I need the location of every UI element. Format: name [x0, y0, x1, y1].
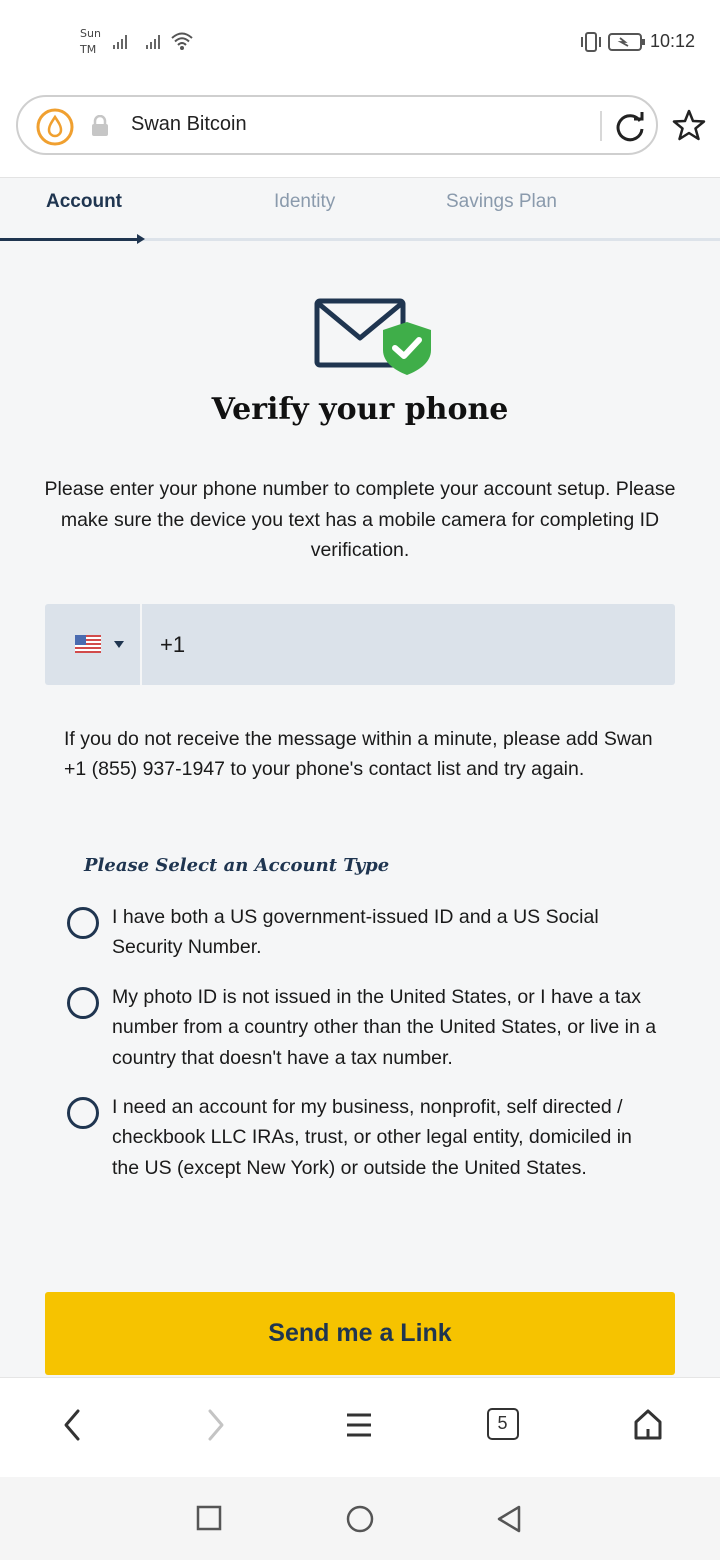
description-text: Please enter your phone number to complete your account setup. Please make sure the device you text has a mobile camera for completing ID verification. [44, 478, 676, 561]
tab-account[interactable]: Account [46, 191, 122, 212]
envelope-check-icon [314, 298, 434, 378]
browser-toolbar [0, 1377, 720, 1477]
clock: 10:12 [650, 31, 696, 51]
tab-identity[interactable]: Identity [274, 191, 336, 212]
signal-icon [145, 34, 165, 50]
tab-count: 5 [497, 1412, 508, 1433]
carrier-line-2: TM [80, 43, 97, 56]
url-title: Swan Bitcoin [131, 113, 247, 135]
progress-fill [0, 238, 140, 241]
back-triangle-icon[interactable] [496, 1505, 522, 1533]
forward-icon[interactable] [204, 1408, 228, 1442]
page-title: Verify your phone [211, 392, 509, 427]
star-icon[interactable] [672, 109, 706, 141]
vibrate-icon [580, 32, 602, 52]
reload-icon[interactable] [612, 109, 648, 145]
radio-button[interactable] [67, 987, 99, 1019]
status-bar [0, 0, 720, 80]
carrier-line-1: Sun [80, 27, 101, 40]
home-icon[interactable] [632, 1408, 664, 1442]
carrier-label [80, 26, 101, 58]
recents-icon[interactable] [196, 1505, 222, 1531]
phone-number-input[interactable] [148, 604, 668, 685]
country-code-select[interactable] [45, 604, 142, 685]
browser-address-bar [0, 80, 720, 178]
lock-icon [90, 115, 110, 137]
progress-arrow-icon [137, 234, 145, 244]
help-text: If you do not receive the message within a minute, please add Swan +1 (855) 937-1947 to your phone's contact list and try again. [64, 728, 653, 780]
account-type-heading: Please Select an Account Type [84, 855, 390, 876]
system-nav-bar [0, 1477, 720, 1560]
radio-button[interactable] [67, 1097, 99, 1129]
url-divider [600, 111, 602, 141]
wifi-icon [170, 30, 194, 52]
swan-drop-icon [36, 108, 74, 146]
menu-icon[interactable] [344, 1408, 374, 1442]
chevron-down-icon [114, 641, 124, 648]
back-icon[interactable] [60, 1408, 84, 1442]
radio-button[interactable] [67, 907, 99, 939]
tabs-icon[interactable] [487, 1408, 519, 1440]
signal-icon [112, 34, 132, 50]
send-link-button[interactable]: Send me a Link [45, 1292, 675, 1375]
tab-savings-plan[interactable]: Savings Plan [446, 191, 557, 212]
phone-field [45, 604, 675, 685]
option-label: I have both a US government-issued ID and a US Social Security Number. [112, 906, 599, 959]
battery-icon [608, 33, 646, 51]
onboarding-steps [0, 178, 720, 244]
option-label: I need an account for my business, nonprofit, self directed / checkbook LLC IRAs, trust, or other legal entity, domiciled in the US (except New York) or outside the United States. [112, 1096, 632, 1179]
option-label: My photo ID is not issued in the United States, or I have a tax number from a country other than the United States, or live in a country that doesn't have a tax number. [112, 986, 657, 1069]
url-field[interactable] [16, 95, 658, 155]
us-flag-icon [75, 635, 101, 653]
home-circle-icon[interactable] [346, 1505, 374, 1533]
